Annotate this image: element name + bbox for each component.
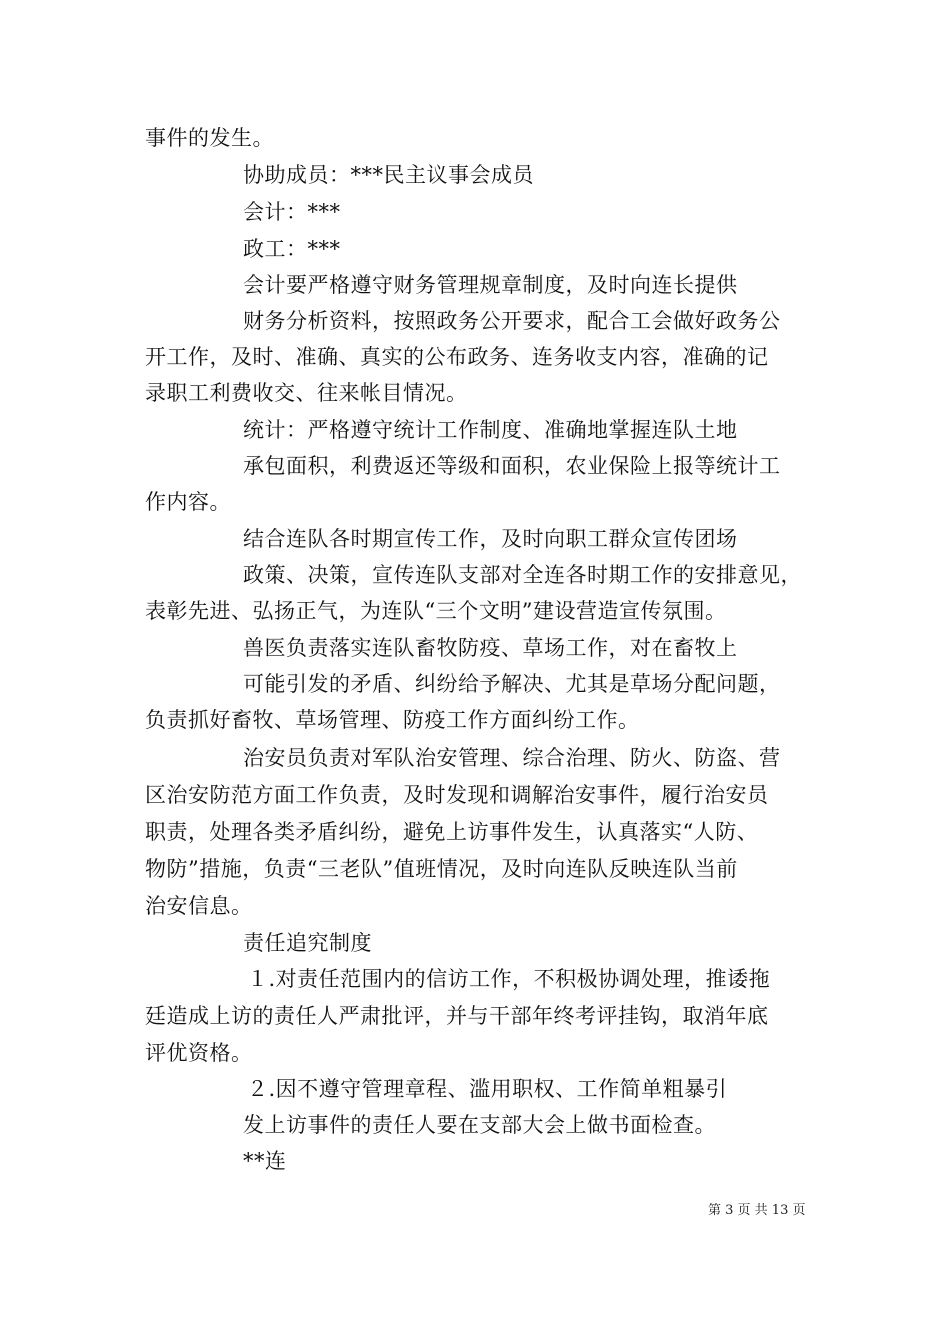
text-line-27: ２.因不遵守管理章程、滥用职权、工作简单粗暴引 bbox=[247, 1077, 728, 1101]
text-line-7: 开工作，及时、准确、真实的公布政务、连务收支内容，准确的记 bbox=[145, 345, 769, 369]
text-line-14: 表彰先进、弘扬正气，为连队“三个文明”建设营造宣传氛围。 bbox=[145, 599, 727, 623]
text-line-13: 政策、决策，宣传连队支部对全连各时期工作的安排意见， bbox=[243, 563, 802, 587]
text-line-9: 统计：严格遵守统计工作制度、准确地掌握连队土地 bbox=[243, 418, 738, 442]
text-line-10: 承包面积，利费返还等级和面积，农业保险上报等统计工 bbox=[243, 454, 781, 478]
text-line-12: 结合连队各时期宣传工作，及时向职工群众宣传团场 bbox=[243, 527, 738, 551]
page-number-footer: 第 3 页 共 13 页 bbox=[708, 1203, 806, 1218]
text-line-5: 会计要严格遵守财务管理规章制度，及时向连长提供 bbox=[243, 273, 738, 297]
text-line-25: 廷造成上访的责任人严肃批评，并与干部年终考评挂钩，取消年底 bbox=[145, 1004, 769, 1028]
text-line-3: 会计：*** bbox=[243, 200, 341, 224]
text-line-2: 协助成员：***民主议事会成员 bbox=[243, 163, 534, 187]
text-line-21: 物防”措施，负责“三老队”值班情况，及时向连队反映连队当前 bbox=[145, 857, 738, 881]
text-line-20: 职责，处理各类矛盾纠纷，避免上访事件发生，认真落实“人防、 bbox=[145, 820, 759, 844]
text-line-16: 可能引发的矛盾、纠纷给予解决、尤其是草场分配问题， bbox=[243, 672, 781, 696]
text-line-1: 事件的发生。 bbox=[145, 126, 274, 150]
text-line-8: 录职工利费收交、往来帐目情况。 bbox=[145, 381, 468, 405]
text-line-26: 评优资格。 bbox=[145, 1041, 253, 1065]
text-line-24: １.对责任范围内的信访工作，不积极协调处理，推诿拖 bbox=[247, 967, 771, 991]
text-line-19: 区治安防范方面工作负责，及时发现和调解治安事件，履行治安员 bbox=[145, 783, 769, 807]
text-line-17: 负责抓好畜牧、草场管理、防疫工作方面纠纷工作。 bbox=[145, 708, 640, 732]
text-line-4: 政工：*** bbox=[243, 237, 341, 261]
text-line-29: **连 bbox=[243, 1149, 287, 1173]
text-line-6: 财务分析资料，按照政务公开要求，配合工会做好政务公 bbox=[243, 309, 781, 333]
text-line-15: 兽医负责落实连队畜牧防疫、草场工作，对在畜牧上 bbox=[243, 636, 738, 660]
text-line-22: 治安信息。 bbox=[145, 894, 253, 918]
text-line-18: 治安员负责对军队治安管理、综合治理、防火、防盗、营 bbox=[243, 746, 781, 770]
text-line-28: 发上访事件的责任人要在支部大会上做书面检查。 bbox=[243, 1113, 716, 1137]
text-line-23: 责任追究制度 bbox=[243, 931, 372, 955]
text-line-11: 作内容。 bbox=[145, 490, 231, 514]
